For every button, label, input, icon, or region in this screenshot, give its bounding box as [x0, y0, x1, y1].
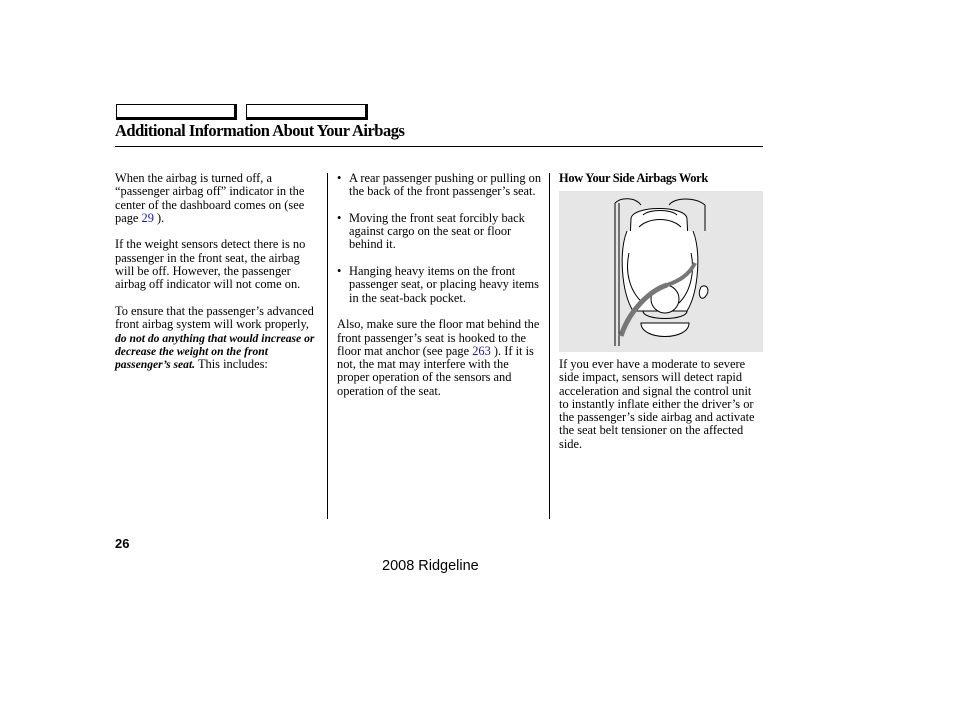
emphasis-text: do not do anything that would increase or decrease the weight on the front passenger’s seat. — [115, 331, 315, 372]
page-link-263[interactable]: 263 — [472, 343, 491, 358]
page-link-29[interactable]: 29 — [141, 210, 154, 225]
bullet-icon: • — [337, 171, 342, 185]
footer-model: 2008 Ridgeline — [382, 558, 479, 574]
paragraph: If the weight sensors detect there is no passenger in the front seat, the airbag will be off. However, the passenger airbag off indicator will not come on. — [115, 237, 306, 292]
paragraph: To ensure that the passenger’s advanced front airbag system will work properly, do not do anything that would increase or decrease the weight on the front passenger’s seat. This includes: — [115, 303, 315, 372]
paragraph: Also, make sure the floor mat behind the front passenger’s seat is hooked to the floor mat anchor (see page 263 ). If it is not, the mat may interfere with the proper operation of the sensors and operation of the seat. — [337, 317, 540, 398]
list-item: • Moving the front seat forcibly back against cargo on the seat or floor behind it. — [337, 210, 525, 252]
column-divider — [549, 173, 550, 519]
paragraph: When the airbag is turned off, a “passenger airbag off” indicator in the center of the dashboard comes on (see page 29 ). — [115, 171, 305, 225]
column-3 — [559, 172, 764, 185]
nav-tab-right[interactable] — [246, 104, 368, 120]
title-rule — [115, 146, 763, 147]
page-number: 26 — [115, 536, 130, 551]
column-2 — [337, 172, 542, 398]
paragraph: If you ever have a moderate to severe side impact, sensors will detect rapid acceleration and signal the control unit to instantly inflate either the driver’s or the passenger’s side airbag and activate the seat belt tensioner on the affected side. — [559, 357, 755, 451]
bullet-icon: • — [337, 210, 342, 225]
list-item: • A rear passenger pushing or pulling on the back of the front passenger’s seat. — [337, 171, 542, 199]
column-divider — [327, 173, 328, 519]
nav-tab-left[interactable] — [116, 104, 237, 120]
list-item: • Hanging heavy items on the front passenger seat, or placing heavy items in the seat-back pocket. — [337, 264, 539, 305]
side-airbag-illustration — [559, 191, 763, 352]
column-1 — [115, 172, 320, 371]
section-heading: How Your Side Airbags Work — [559, 171, 708, 185]
seat-occupant-icon — [559, 191, 763, 352]
page-title: Additional Information About Your Airbags — [115, 121, 405, 140]
bullet-icon: • — [337, 264, 342, 279]
column-3-text — [559, 358, 764, 451]
